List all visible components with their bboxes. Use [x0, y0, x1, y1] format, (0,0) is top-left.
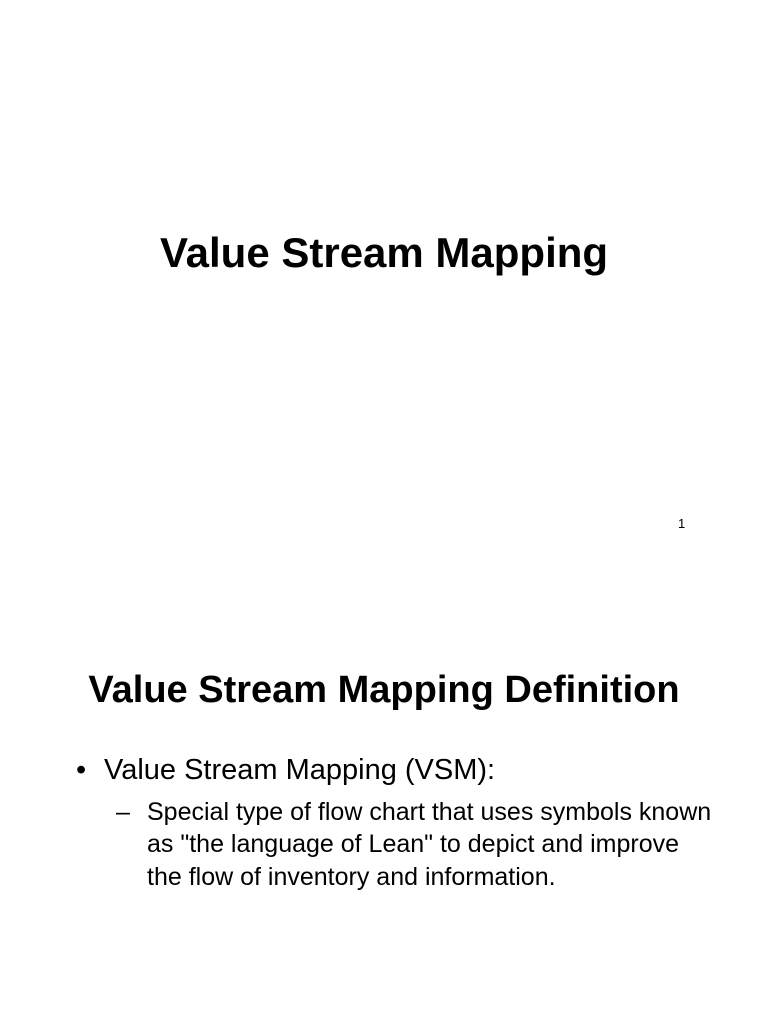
sub-bullet-item — [116, 796, 716, 894]
slide-definition — [0, 600, 768, 1024]
slide-title-heading: Value Stream Mapping — [159, 229, 609, 276]
bullet-item — [76, 753, 716, 893]
sub-bullet-marker: – — [116, 797, 130, 826]
sub-bullet-text: Special type of flow chart that uses symbols known as "the language of Lean" to depict and improve the flow of inventory and information. — [147, 797, 712, 891]
bullet-list — [76, 753, 716, 893]
page-number: 1 — [678, 516, 686, 531]
definition-heading: Value Stream Mapping Definition — [88, 669, 680, 711]
bullet-marker: • — [76, 754, 87, 786]
bullet-text: Value Stream Mapping (VSM): — [104, 754, 496, 786]
sub-bullet-list — [104, 796, 716, 894]
